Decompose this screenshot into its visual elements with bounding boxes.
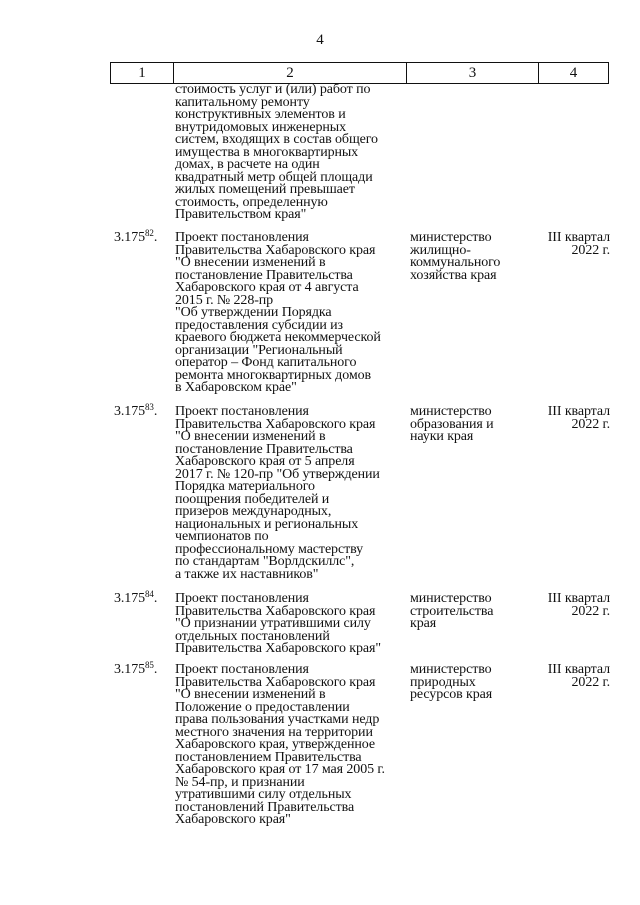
- table-header-col-1: 1: [110, 63, 173, 83]
- row-term: III квартал 2022 г.: [547, 230, 610, 258]
- row-title: Проект постановления Правительства Хабаровского края "О признании утратившими силу отдельных постановлений Правительства Хабаровского края": [175, 591, 381, 656]
- row-number-suffix: .: [153, 591, 158, 606]
- row-executor: министерство строительства края: [410, 591, 494, 631]
- row-number: [114, 402, 158, 419]
- row-title: Проект постановления Правительства Хабаровского края "О внесении изменений в постановление Правительства Хабаровского края от 5 апреля 2017 г. № 120-пр "Об утверждении Порядка материального поощрения победителей и призеров международных, национальных и региональных чемпионатов по профессиональному мастерству по стандартам "Ворлдскиллс", а также их наставников": [175, 404, 380, 582]
- row-title: Проект постановления Правительства Хабаровского края "О внесении изменений в Положение о предоставлении права пользования участками недр местного значения на территории Хабаровского края, утвержденное постановлением Правительства Хабаровского края от 17 мая 2005 г. № 54-пр, и признании утратившими силу отдельных постановлений Правительства Хабаровского края": [175, 662, 385, 827]
- row-number-base: 3.175: [114, 404, 146, 419]
- row-number-base: 3.175: [114, 591, 146, 606]
- row-term: III квартал 2022 г.: [547, 404, 610, 432]
- row-executor: министерство природных ресурсов края: [410, 662, 493, 702]
- row-number-sup: 83: [145, 402, 154, 412]
- table-header-col-4: 4: [538, 63, 609, 83]
- row-number-suffix: .: [153, 404, 158, 419]
- row-number-sup: 82: [145, 228, 154, 238]
- row-number-sup: 85: [145, 660, 154, 670]
- continued-row-title: стоимость услуг и (или) работ по капитальному ремонту конструктивных элементов и внутридомовых инженерных систем, входящих в состав общего имущества в многоквартирных домах, в расчете на один квадратный метр общей площади жилых помещений превышает стоимость, определенную Правительством края": [175, 82, 378, 222]
- row-number: [114, 589, 158, 606]
- table-header-row: [110, 62, 609, 84]
- row-number: [114, 228, 158, 245]
- row-number: [114, 660, 158, 677]
- row-number-sup: 84: [145, 589, 154, 599]
- table-header-col-2: 2: [173, 63, 406, 83]
- row-number-suffix: .: [153, 662, 158, 677]
- row-title: Проект постановления Правительства Хабаровского края "О внесении изменений в постановление Правительства Хабаровского края от 4 августа 2015 г. № 228-пр "Об утверждении Порядка предоставления субсидии из краевого бюджета некоммерческой организации "Региональный оператор – Фонд капитального ремонта многоквартирных домов в Хабаровском крае": [175, 230, 381, 395]
- page-number: 4: [316, 32, 324, 48]
- row-executor: министерство образования и науки края: [410, 404, 494, 444]
- row-number-suffix: .: [153, 230, 158, 245]
- row-term: III квартал 2022 г.: [547, 591, 610, 619]
- row-executor: министерство жилищно- коммунального хозяйства края: [410, 230, 501, 283]
- row-term: III квартал 2022 г.: [547, 662, 610, 690]
- table-header-col-3: 3: [406, 63, 538, 83]
- row-number-base: 3.175: [114, 230, 146, 245]
- row-number-base: 3.175: [114, 662, 146, 677]
